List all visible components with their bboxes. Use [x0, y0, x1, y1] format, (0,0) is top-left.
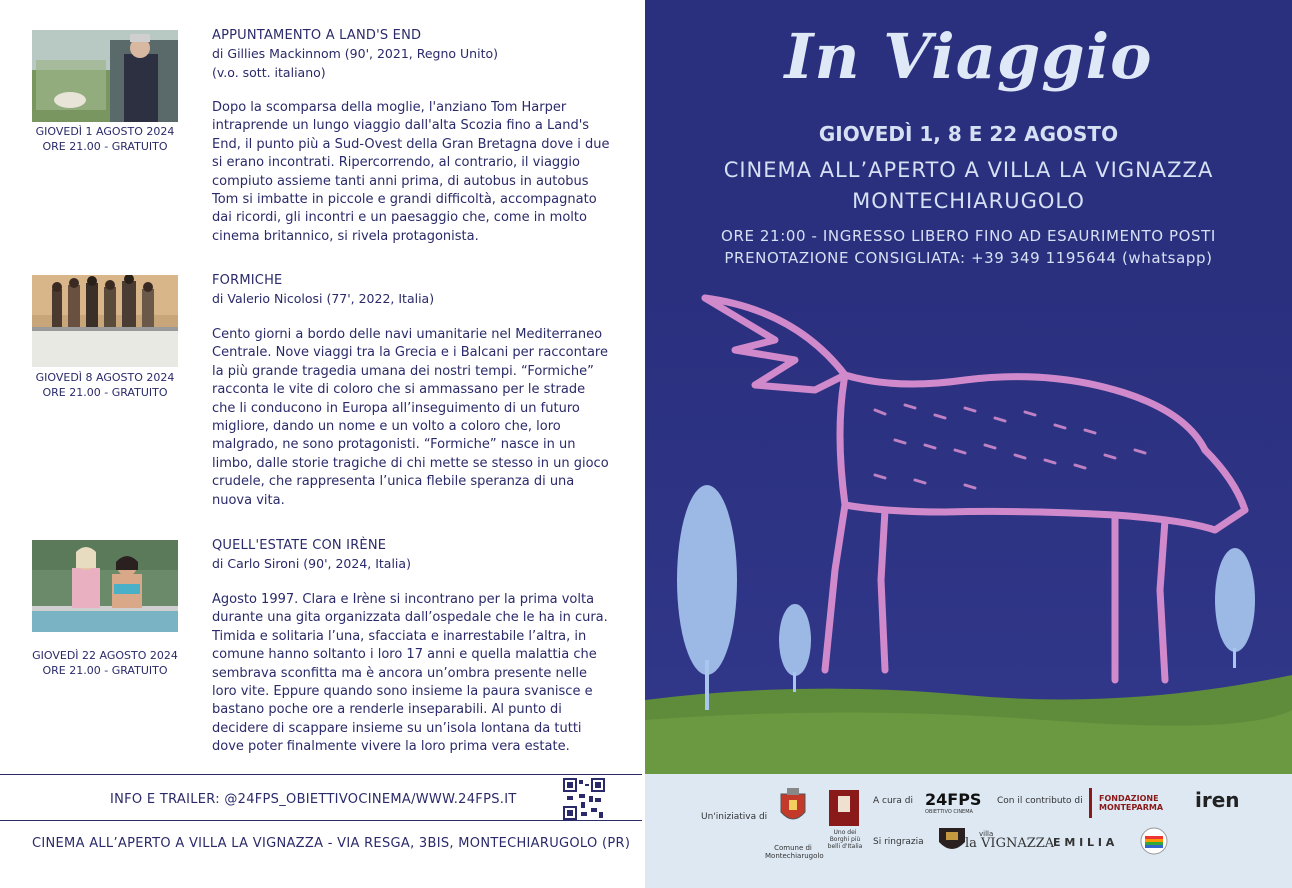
film-note: (v.o. sott. italiano) [212, 65, 326, 80]
time-line: ORE 21:00 - INGRESSO LIBERO FINO AD ESAURIMENTO POSTI [721, 227, 1216, 245]
film-still [32, 30, 178, 122]
info-trailer-line: INFO E TRAILER: @24FPS_OBIETTIVOCINEMA/WWW.24FPS.IT [110, 792, 517, 807]
divider [0, 820, 642, 821]
villa-crest-icon [937, 824, 967, 860]
film-description: Cento giorni a bordo delle navi umanitarie nel Mediterraneo Centrale. Nove viaggi tra la Grecia e i Balcani per raccontare la più grande tragedia umana dei nostri tempi. “Formiche” racconta le vite di coloro che si ammassano per le strade che li conducono in Europa all’inseguimento di un futuro migliore, dando un nome e un volto a coloro che, loro malgrado, ne sono protagonisti. “Formiche” nasce in un limbo, dalle storie tragiche di chi mette se stesso in un gioco crudele, che rappresenta l’unica flebile speranza di una nuova vita. [212, 327, 609, 508]
venue-line: MONTECHIARUGOLO [852, 189, 1085, 213]
borghi-label: Uno dei Borghi più belli d'Italia [827, 829, 863, 850]
fondazione-mark-icon [1089, 788, 1097, 822]
poster-venue [645, 155, 1292, 217]
poster-title: In Viaggio [784, 20, 1153, 93]
borghi-logo-icon [829, 790, 859, 830]
film-credits: di Valerio Nicolosi (77', 2022, Italia) [212, 291, 435, 306]
film-still [32, 540, 178, 632]
fps-subtitle: OBIETTIVO CINEMA [925, 809, 973, 815]
film-title: FORMICHE [212, 273, 283, 288]
venue-address: CINEMA ALL’APERTO A VILLA LA VIGNAZZA - VIA RESGA, 3BIS, MONTECHIARUGOLO (PR) [32, 836, 631, 851]
poster-times [645, 225, 1292, 269]
screening-date: GIOVEDÌ 22 AGOSTO 2024 [32, 649, 178, 662]
iren-logo: iren [1195, 788, 1240, 812]
screening-time: ORE 21.00 - GRATUITO [42, 140, 168, 153]
screening-time: ORE 21.00 - GRATUITO [42, 386, 168, 399]
film-credits: di Carlo Sironi (90', 2024, Italia) [212, 556, 411, 571]
comune-label: Comune di Montechiarugolo [765, 844, 824, 860]
film-credits: di Gillies Mackinnom (90', 2021, Regno Unito) [212, 46, 498, 61]
rainbow-badge-icon [1139, 826, 1169, 860]
film-description: Agosto 1997. Clara e Irène si incontrano per la prima volta durante una gita organizzata dall’ospedale che le ha in cura. Timida e solitaria l’una, sfacciata e inarrestabile l’altra, in comune hanno soltanto i loro 17 anni e quella malattia che sembrava sconfitta ma è ancora un’ombra presente nelle loro vite. Eppure quando sono insieme la paura svanisce e bastano poche ore a renderle inseparabili. Al punto di decidere di scappare insieme su un’isola lontana da tutti dove poter finalmente vivere la loro prima vera estate. [212, 592, 608, 755]
poster-panel [645, 0, 1292, 774]
poster-dates: GIOVEDÌ 1, 8 E 22 AGOSTO [818, 122, 1119, 146]
thanks-label: Si ringrazia [873, 837, 924, 847]
film-title: APPUNTAMENTO A LAND'S END [212, 28, 422, 43]
animal-illustration [645, 280, 1292, 774]
fondazione-logo: FONDAZIONE MONTEPARMA [1099, 794, 1164, 812]
divider [0, 774, 642, 775]
contrib-label: Con il contributo di [997, 796, 1083, 806]
film-still [32, 275, 178, 367]
screening-date: GIOVEDÌ 1 AGOSTO 2024 [35, 125, 175, 138]
qr-code[interactable] [563, 778, 605, 820]
film-title: QUELL'ESTATE CON IRÈNE [212, 538, 387, 553]
comune-crest-icon [777, 786, 809, 832]
venue-line: CINEMA ALL’APERTO A VILLA LA VIGNAZZA [723, 158, 1214, 182]
film-list-panel [0, 0, 642, 888]
crop-mark [642, 0, 644, 888]
villa-logo: la VIGNAZZA [965, 836, 1055, 851]
emilia-logo: E M I L I A [1053, 836, 1115, 849]
initiative-label: Un'iniziativa di [701, 812, 768, 822]
screening-time: ORE 21.00 - GRATUITO [42, 664, 168, 677]
villa-small: villa [979, 830, 994, 838]
film-description: Dopo la scomparsa della moglie, l'anziano Tom Harper intraprende un lungo viaggio dall'alta Scozia fino a Land's End, il punto più a Sud-Ovest della Gran Bretagna dove i due si erano incontrati. Ripercorrendo, al contrario, il viaggio compiuto assieme tanti anni prima, di autobus in autobus Tom si imbatte in piccole e grandi difficoltà, accompagnato dai ricordi, gli incontri e un paesaggio che, come in molto cinema britannico, si rivela protagonista. [212, 100, 610, 244]
curated-label: A cura di [873, 796, 913, 806]
fps-logo: 24FPS [925, 790, 982, 809]
booking-line: PRENOTAZIONE CONSIGLIATA: +39 349 1195644 (whatsapp) [724, 249, 1213, 267]
sponsor-bar [645, 774, 1292, 888]
screening-date: GIOVEDÌ 8 AGOSTO 2024 [35, 371, 175, 384]
